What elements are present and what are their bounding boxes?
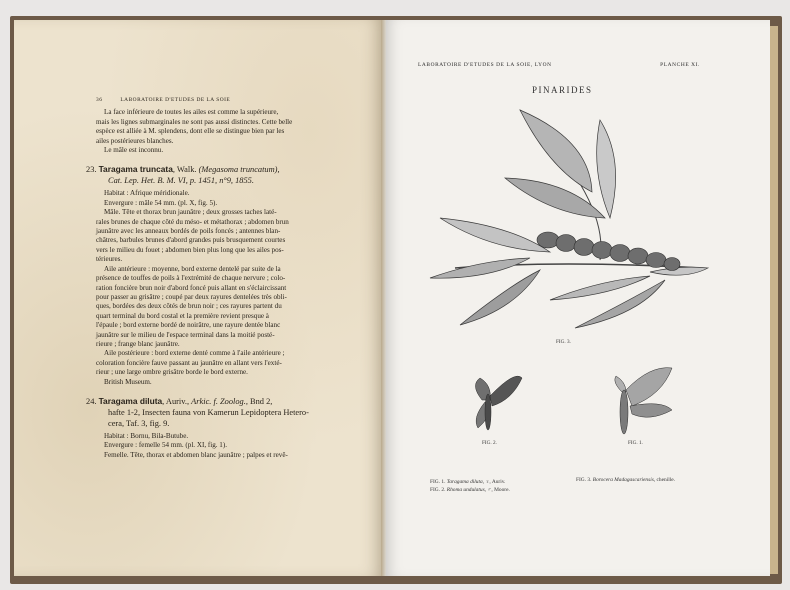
page-number: 36: [96, 97, 103, 103]
forewing-description-line: Aile antérieure : moyenne, bord externe dentelé par suite de la: [104, 264, 281, 273]
running-head-title: LABORATOIRE D'ETUDES DE LA SOIE, LYON: [418, 62, 552, 68]
forewing-description-line: ration foncière brun noir d'abord foncé puis allant en s'éclaircissant: [96, 283, 287, 292]
intro-line: ailes postérieures blanches.: [96, 136, 174, 145]
plate-illustration: [400, 100, 720, 480]
habitat-text: Habitat : Afrique méridionale.: [104, 189, 190, 198]
moth-fig1-illustration: [615, 368, 672, 434]
caption-suffix: , ♂, Moore.: [484, 487, 510, 493]
wingspan-text: Envergure : femelle 54 mm. (pl. XI, fig. 1).: [104, 441, 227, 450]
caption-species: Borocera Madagascariensis: [592, 477, 654, 483]
entry-23-heading: [86, 164, 336, 186]
running-head-title: LABORATOIRE D'ETUDES DE LA SOIE: [120, 97, 231, 103]
right-running-head: [418, 62, 700, 68]
page-edges: [770, 26, 778, 574]
moth-fig2-illustration: [475, 376, 522, 430]
forewing-description-line: ques, bordées des deux côtés de brun noir ; ces rayures partent du: [96, 302, 282, 311]
male-description-line: vers le milieu du fouet ; abdomen bien plus long que les ailes pos-: [96, 245, 284, 254]
entry-number: 24.: [86, 396, 97, 406]
caption-prefix: FIG. 1.: [430, 479, 447, 485]
male-unknown-note: Le mâle est inconnu.: [104, 146, 164, 155]
caption-suffix: , ♀, Auriv.: [482, 479, 506, 485]
caption-prefix: FIG. 2.: [430, 487, 447, 493]
entry-number: 23.: [86, 165, 97, 175]
male-description-line: jaunâtre avec les anneaux bordés de poils foncés ; antennes blan-: [96, 227, 281, 236]
caption-suffix: , chenille.: [653, 477, 675, 483]
branch-with-leaves-illustration: [430, 110, 708, 328]
female-description-line: Femelle. Tête, thorax et abdomen blanc jaunâtre ; palpes et revê-: [104, 450, 288, 459]
male-description-line: châtres, barbules brunes d'abord grandes puis brusquement courtes: [96, 236, 286, 245]
caption-fig1: [430, 478, 510, 486]
hindwing-description-line: rieur ; une large ombre grisâtre borde le bord externe.: [96, 368, 248, 377]
species-author: , Auriv.,: [162, 396, 192, 406]
fig2-label: FIG. 2.: [482, 440, 497, 446]
figure-captions-left: [430, 478, 510, 494]
plate-title: PINARIDES: [532, 85, 593, 95]
left-page-text: [86, 96, 336, 460]
forewing-description-line: quart terminal du bord costal et la première revient presque à: [96, 311, 269, 320]
species-reference: Cat. Lep. Het. B. M. VI, p. 1451, n°9, 1855.: [108, 176, 254, 186]
species-journal: Arkic. f. Zoolog.: [191, 396, 246, 406]
species-reference: cera, Taf. 3, fig. 9.: [108, 418, 170, 428]
intro-line: espèce est alliée à M. splendens, dont elle se distingue bien par les: [96, 127, 285, 136]
fig3-label: FIG. 3.: [556, 339, 571, 345]
forewing-description-line: pour passer au grisâtre ; coupé par deux rayures dentelées très obli-: [96, 292, 287, 301]
figure-caption-right: [576, 476, 675, 484]
book-gutter: [381, 20, 386, 576]
species-author: , Walk.: [172, 165, 199, 175]
species-reference: hafte 1-2, Insecten fauna von Kamerun Lepidoptera Hetero-: [108, 407, 309, 417]
male-description-line: rales brunes de chaque côté du méso- et métathorax ; abdomen brun: [96, 217, 289, 226]
forewing-description-line: rieure ; frange blanc jaunâtre.: [96, 339, 180, 348]
caption-fig3: [576, 476, 675, 484]
plate-number: PLANCHE XI.: [660, 62, 700, 68]
species-synonym: (Megasoma truncatum),: [198, 165, 280, 175]
entry-24-heading: [86, 396, 336, 429]
forewing-description-line: présence de touffes de poils à l'extrémité de chaque nervure ; colo-: [96, 274, 286, 283]
caption-fig2: [430, 486, 510, 494]
caption-species: Taragama diluta: [446, 479, 483, 485]
intro-line: mais les lignes submarginales ne sont pas aussi distinctes. Cette belle: [96, 117, 293, 126]
hindwing-description-line: Aile postérieure : bord externe denté comme à l'aile antérieure ;: [104, 349, 285, 358]
wingspan-text: Envergure : mâle 54 mm. (pl. X, fig. 5).: [104, 198, 218, 207]
species-name: Taragama diluta: [98, 395, 163, 406]
caption-species: Rhoma undulatus: [446, 487, 485, 493]
species-reference: , Bnd 2,: [245, 396, 273, 406]
hindwing-description-line: coloration foncière fauve passant au jaunâtre en allant vers l'exté-: [96, 358, 282, 367]
male-description-line: Mâle. Tête et thorax brun jaunâtre ; deux grosses taches laté-: [104, 208, 277, 217]
fig1-label: FIG. 1.: [628, 440, 643, 446]
habitat-text: Habitat : Bornu, Bila-Butube.: [104, 431, 189, 440]
forewing-description-line: l'épaule ; bord externe bordé de noirâtre, une rayure dentée blanc: [96, 321, 281, 330]
intro-line: La face inférieure de toutes les ailes est comme la supérieure,: [104, 108, 279, 117]
forewing-description-line: jaunâtre sur le milieu de l'espace terminal dans la moitié posté-: [96, 330, 275, 339]
species-name: Taragama truncata: [98, 164, 173, 175]
male-description-line: térieures.: [96, 255, 123, 264]
caption-prefix: FIG. 3.: [576, 477, 593, 483]
left-running-head: [96, 96, 336, 105]
museum-text: British Museum.: [104, 377, 152, 386]
